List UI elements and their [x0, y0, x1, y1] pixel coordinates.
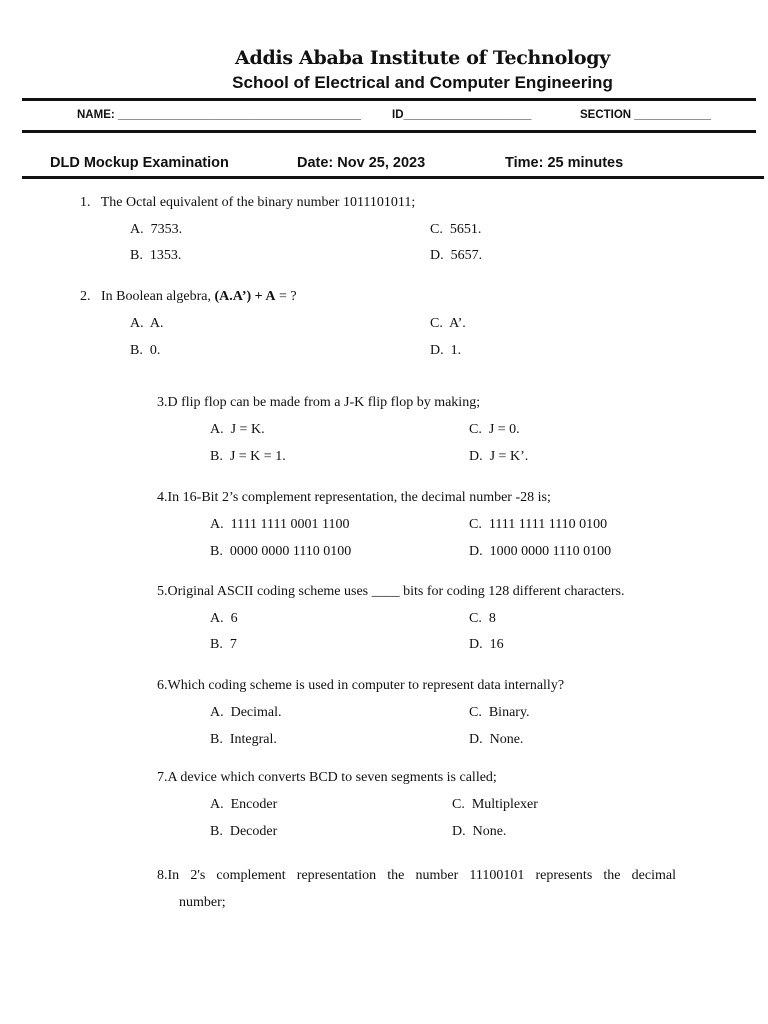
question-3: 3.D flip flop can be made from a J-K flip flop by making;	[157, 395, 481, 410]
header-rule-middle	[22, 130, 756, 133]
q1-option-c: C. 5651.	[430, 222, 482, 237]
q6-option-b: B. Integral.	[210, 732, 277, 747]
q5-option-a: A. 6	[210, 611, 238, 626]
header-rule-top	[22, 98, 756, 101]
exam-date: Date: Nov 25, 2023	[297, 155, 426, 171]
institute-title: Addis Ababa Institute of Technology	[235, 47, 610, 69]
header-rule-bottom	[22, 176, 764, 179]
q6-option-c: C. Binary.	[469, 705, 530, 720]
q3-option-b: B. J = K = 1.	[210, 449, 286, 464]
q2-option-b: B. 0.	[130, 343, 161, 358]
q2-option-a: A. A.	[130, 316, 164, 331]
q3-option-c: C. J = 0.	[469, 422, 520, 437]
q7-option-d: D. None.	[452, 824, 507, 839]
q5-option-b: B. 7	[210, 637, 237, 652]
q3-option-d: D. J = K’.	[469, 449, 529, 464]
question-7: 7.A device which converts BCD to seven segments is called;	[157, 770, 497, 785]
q8-text: 8.In 2's complement representation the number 11100101 represents the decimal	[157, 868, 676, 883]
exam-time: Time: 25 minutes	[505, 155, 624, 171]
q1-option-a: A. 7353.	[130, 222, 183, 237]
question-4: 4.In 16-Bit 2’s complement representation, the decimal number -28 is;	[157, 490, 551, 505]
q2-text-prefix: 2. In Boolean algebra,	[80, 289, 215, 304]
q7-option-b: B. Decoder	[210, 824, 278, 839]
q6-option-d: D. None.	[469, 732, 524, 747]
q4-option-a: A. 1111 1111 0001 1100	[210, 517, 350, 532]
question-2	[80, 289, 297, 305]
question-6: 6.Which coding scheme is used in computer to represent data internally?	[157, 678, 565, 693]
q4-option-c: C. 1111 1111 1110 0100	[469, 517, 608, 532]
q3-option-a: A. J = K.	[210, 422, 265, 437]
q1-option-b: B. 1353.	[130, 248, 182, 263]
q2-expression: (A.A’) + A	[214, 289, 276, 304]
q2-option-c: C. A’.	[430, 316, 466, 331]
question-1: 1. The Octal equivalent of the binary number 1011101011;	[80, 195, 416, 210]
question-8	[157, 862, 676, 916]
exam-title: DLD Mockup Examination	[50, 155, 229, 171]
q1-option-d: D. 5657.	[430, 248, 483, 263]
name-field: NAME: ______________________________________	[77, 109, 361, 121]
school-title: School of Electrical and Computer Engineering	[232, 73, 613, 92]
question-5: 5.Original ASCII coding scheme uses ____ bits for coding 128 different characters.	[157, 584, 625, 599]
q5-option-c: C. 8	[469, 611, 496, 626]
id-field: ID____________________	[392, 109, 532, 121]
q8-text-continued: number;	[179, 895, 226, 910]
section-field: SECTION ____________	[580, 109, 712, 121]
q7-option-c: C. Multiplexer	[452, 797, 538, 812]
q4-option-b: B. 0000 0000 1110 0100	[210, 544, 352, 559]
q7-option-a: A. Encoder	[210, 797, 278, 812]
q2-text-suffix: = ?	[275, 289, 297, 304]
q4-option-d: D. 1000 0000 1110 0100	[469, 544, 612, 559]
q2-option-d: D. 1.	[430, 343, 462, 358]
q5-option-d: D. 16	[469, 637, 504, 652]
q6-option-a: A. Decimal.	[210, 705, 282, 720]
